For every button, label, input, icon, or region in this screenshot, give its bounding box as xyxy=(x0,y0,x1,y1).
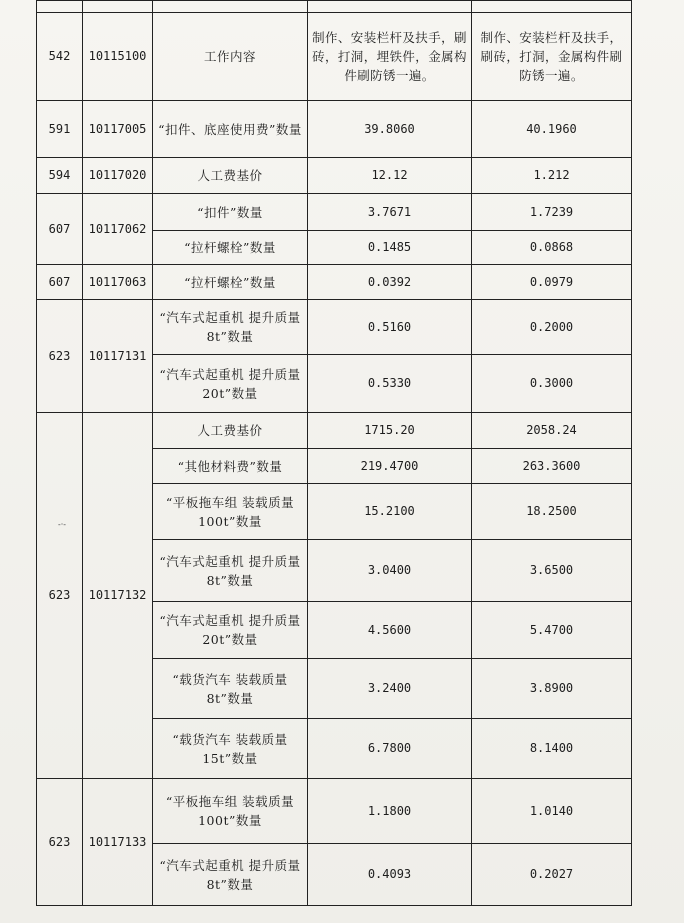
original-value-cell: 12.12 xyxy=(308,158,472,194)
code-cell: 10117062 xyxy=(83,194,153,265)
corrected-value-cell: 3.6500 xyxy=(472,540,632,602)
original-value-cell: 219.4700 xyxy=(308,449,472,484)
original-value-cell: 3.2400 xyxy=(308,659,472,719)
corrected-value-cell: 0.3000 xyxy=(472,355,632,413)
corrected-value-cell: 263.3600 xyxy=(472,449,632,484)
corrected-value-cell: 3.8900 xyxy=(472,659,632,719)
corrected-value-cell: 40.1960 xyxy=(472,101,632,158)
original-value-cell: 3.0400 xyxy=(308,540,472,602)
original-value-cell: 0.0392 xyxy=(308,265,472,300)
code-cell: 10117020 xyxy=(83,158,153,194)
group-cell: 607 xyxy=(37,265,83,300)
scan-mark: -·- xyxy=(58,520,66,529)
item-cell: “汽车式起重机 提升质量 20t”数量 xyxy=(153,355,308,413)
item-cell: 人工费基价 xyxy=(153,158,308,194)
table-row xyxy=(37,13,632,101)
original-value-cell: 0.5330 xyxy=(308,355,472,413)
original-value-cell: 0.1485 xyxy=(308,231,472,265)
item-cell: 工作内容 xyxy=(153,13,308,101)
item-cell: “汽车式起重机 提升质量 20t”数量 xyxy=(153,602,308,659)
table-row xyxy=(37,265,632,300)
item-cell: “载货汽车 装载质量 8t”数量 xyxy=(153,659,308,719)
item-cell: “汽车式起重机 提升质量 8t”数量 xyxy=(153,844,308,906)
original-value-cell: 制作、安装栏杆及扶手，刷砖，打洞，埋铁件，金属构件刷防锈一遍。 xyxy=(308,13,472,101)
corrected-value-cell: 5.4700 xyxy=(472,602,632,659)
corrected-value-cell: 1.212 xyxy=(472,158,632,194)
corrected-value-cell: 0.2000 xyxy=(472,300,632,355)
item-cell: “拉杆螺栓”数量 xyxy=(153,231,308,265)
group-cell: 623 xyxy=(37,779,83,906)
corrected-value-cell: 0.0979 xyxy=(472,265,632,300)
item-cell: “汽车式起重机 提升质量 8t”数量 xyxy=(153,540,308,602)
item-cell: “平板拖车组 装载质量 100t”数量 xyxy=(153,779,308,844)
item-cell: “其他材料费”数量 xyxy=(153,449,308,484)
quota-correction-table xyxy=(36,0,632,906)
code-cell: 10117132 xyxy=(83,413,153,779)
original-value-cell: 6.7800 xyxy=(308,719,472,779)
item-cell: “载货汽车 装载质量 15t”数量 xyxy=(153,719,308,779)
corrected-value-cell: 8.1400 xyxy=(472,719,632,779)
original-value-cell: 39.8060 xyxy=(308,101,472,158)
table-row xyxy=(37,101,632,158)
group-cell: 607 xyxy=(37,194,83,265)
corrected-value-cell: 2058.24 xyxy=(472,413,632,449)
item-cell: 人工费基价 xyxy=(153,413,308,449)
group-cell: 594 xyxy=(37,158,83,194)
original-value-cell: 4.5600 xyxy=(308,602,472,659)
code-cell: 10115100 xyxy=(83,13,153,101)
item-cell: “拉杆螺栓”数量 xyxy=(153,265,308,300)
code-cell: 10117133 xyxy=(83,779,153,906)
table-top-stub xyxy=(37,1,632,13)
corrected-value-cell: 1.7239 xyxy=(472,194,632,231)
original-value-cell: 0.4093 xyxy=(308,844,472,906)
item-cell: “扣件”数量 xyxy=(153,194,308,231)
corrected-value-cell: 1.0140 xyxy=(472,779,632,844)
group-cell: 542 xyxy=(37,13,83,101)
table-row xyxy=(37,194,632,231)
corrected-value-cell: 18.2500 xyxy=(472,484,632,540)
group-cell: 623 xyxy=(37,300,83,413)
original-value-cell: 1715.20 xyxy=(308,413,472,449)
table-row xyxy=(37,300,632,355)
corrected-value-cell: 0.2027 xyxy=(472,844,632,906)
corrected-value-cell: 制作、安装栏杆及扶手，刷砖，打洞，金属构件刷防锈一遍。 xyxy=(472,13,632,101)
table-row xyxy=(37,413,632,449)
original-value-cell: 15.2100 xyxy=(308,484,472,540)
original-value-cell: 0.5160 xyxy=(308,300,472,355)
corrected-value-cell: 0.0868 xyxy=(472,231,632,265)
code-cell: 10117005 xyxy=(83,101,153,158)
group-cell: 591 xyxy=(37,101,83,158)
item-cell: “汽车式起重机 提升质量 8t”数量 xyxy=(153,300,308,355)
original-value-cell: 1.1800 xyxy=(308,779,472,844)
group-cell: 623 xyxy=(37,413,83,779)
code-cell: 10117063 xyxy=(83,265,153,300)
item-cell: “平板拖车组 装载质量 100t”数量 xyxy=(153,484,308,540)
code-cell: 10117131 xyxy=(83,300,153,413)
item-cell: “扣件、底座使用费”数量 xyxy=(153,101,308,158)
original-value-cell: 3.7671 xyxy=(308,194,472,231)
table-row xyxy=(37,779,632,844)
table-row xyxy=(37,158,632,194)
